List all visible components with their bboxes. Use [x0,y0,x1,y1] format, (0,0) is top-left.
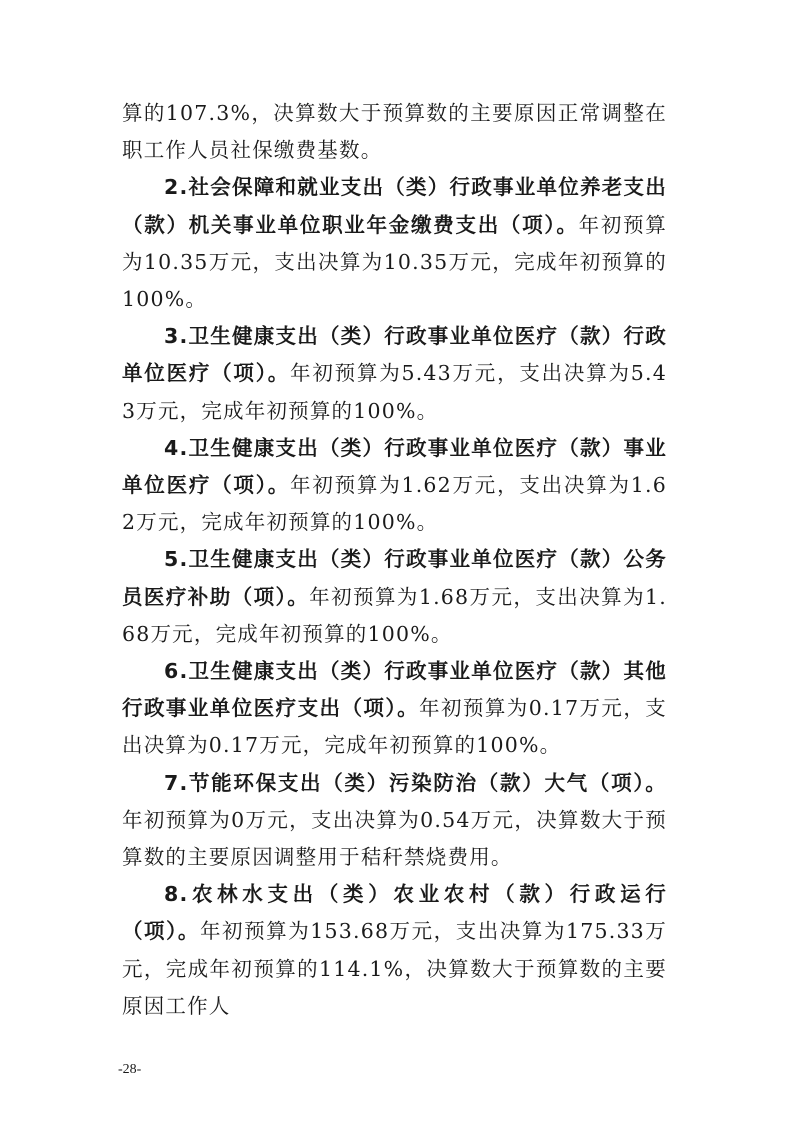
item-6-heading: 6.卫生健康支出（类）行政事业单位医疗（款）其他行政事业单位医疗支出（项）。 [122,659,667,721]
page-number: -28- [118,1062,142,1077]
intro-paragraph: 算的107.3%，决算数大于预算数的主要原因正常调整在职工作人员社保缴费基数。 [122,101,667,163]
item-5-heading: 5.卫生健康支出（类）行政事业单位医疗（款）公务员医疗补助（项）。 [122,547,667,609]
item-8-heading: 8.农林水支出（类）农业农村（款）行政运行（项）。 [122,882,667,944]
item-2-heading: 2.社会保障和就业支出（类）行政事业单位养老支出（款）机关事业单位职业年金缴费支出（项）。 [122,175,667,237]
item-8-paragraph [122,876,667,1025]
document-body [122,95,667,1025]
item-2-body: 年初预算为10.35万元，支出决算为10.35万元，完成年初预算的100%。 [122,212,667,312]
item-5-paragraph [122,541,667,653]
item-4-body: 年初预算为1.62万元，支出决算为1.62万元，完成年初预算的100%。 [122,473,667,535]
item-7-body: 年初预算为0万元，支出决算为0.54万元，决算数大于预算数的主要原因调整用于秸秆禁烧费用。 [122,807,667,870]
item-3-heading: 3.卫生健康支出（类）行政事业单位医疗（款）行政单位医疗（项）。 [122,324,667,386]
item-3-body: 年初预算为5.43万元，支出决算为5.43万元，完成年初预算的100%。 [122,361,667,423]
item-4-heading: 4.卫生健康支出（类）行政事业单位医疗（款）事业单位医疗（项）。 [122,435,667,498]
item-2-paragraph [122,169,667,318]
item-5-body: 年初预算为1.68万元，支出决算为1.68万元，完成年初预算的100%。 [122,584,667,646]
item-3-paragraph [122,318,667,430]
item-7-heading: 7.节能环保支出（类）污染防治（款）大气（项）。 [164,770,667,795]
item-4-paragraph [122,430,667,542]
item-6-paragraph [122,653,667,765]
item-7-paragraph [122,765,667,877]
item-6-body: 年初预算为0.17万元，支出决算为0.17万元，完成年初预算的100%。 [122,696,667,758]
item-8-body: 年初预算为153.68万元，支出决算为175.33万元，完成年初预算的114.1%，决算数大于预算数的主要原因工作人 [122,919,667,1018]
